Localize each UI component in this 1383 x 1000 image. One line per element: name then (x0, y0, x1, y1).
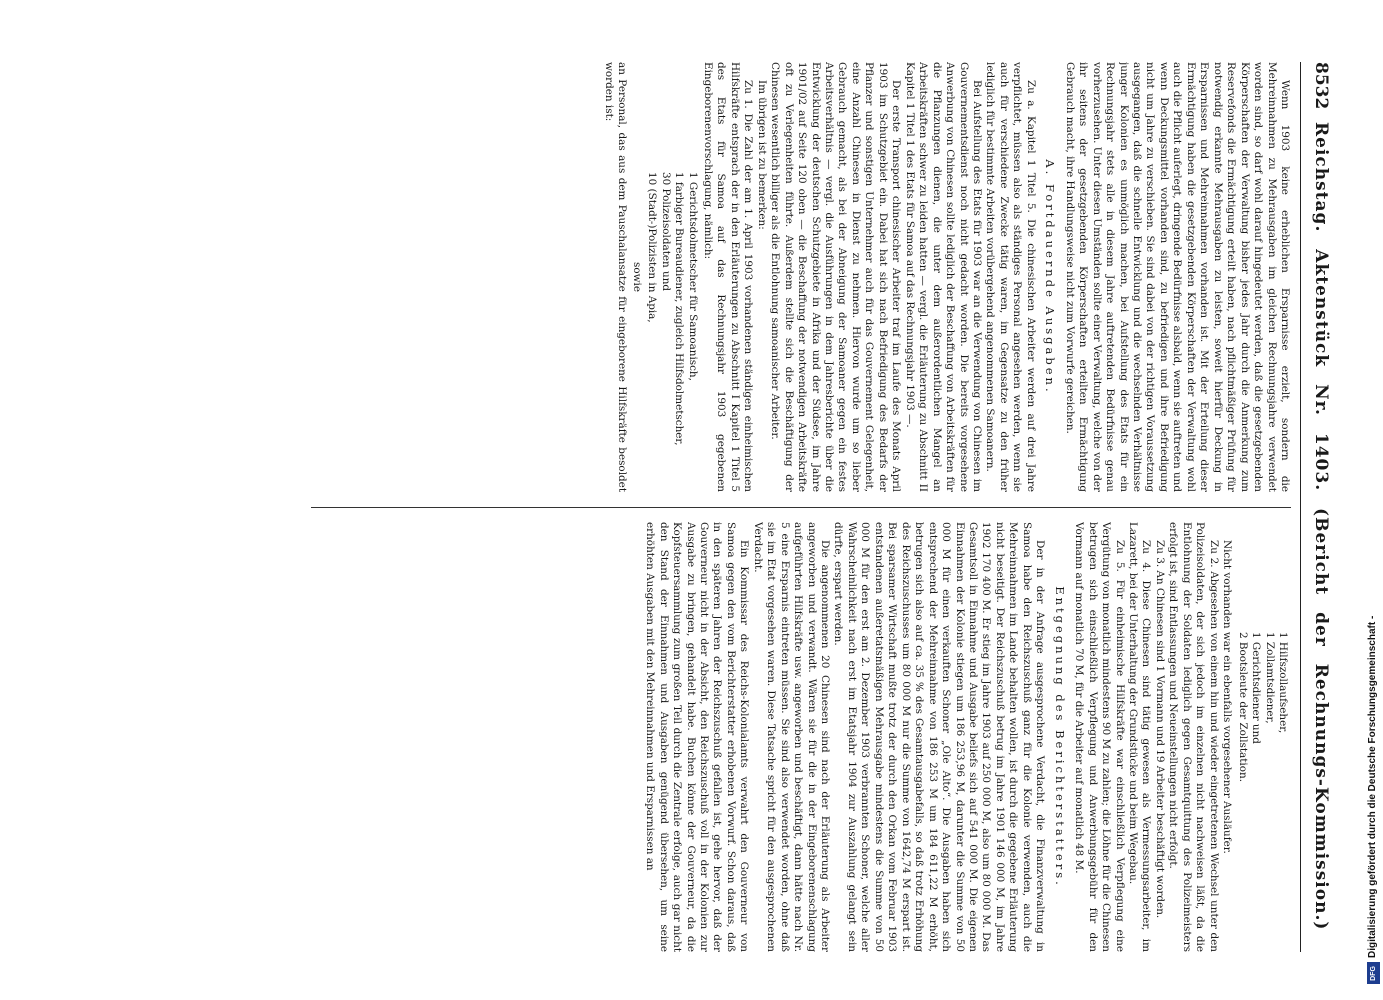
personnel-list (1235, 522, 1289, 952)
list-item: 1 Gerichtsdiener und (1250, 632, 1263, 744)
personnel-list (645, 62, 699, 492)
section-heading: A. Fortdauernde Ausgaben. (1043, 159, 1058, 395)
page-number: 8532 (1311, 62, 1331, 110)
list-item: 2 Bootsleute der Zollstation. (1236, 632, 1249, 783)
paragraph: Zu 1. Die Zahl der am 1. April 1903 vorhandenen ständigen einheimischen Hilfskräfte entsprach der in den Erläuterungen zu Abschnitt I Kapitel 1 Titel 5 des Etats für Samoa auf das Rechnungsjahr 1903 gegebenen Eingeborenenvorschlagung, nämlich: (701, 62, 755, 492)
reichstag-page (165, 62, 1335, 952)
page-header (1300, 62, 1335, 952)
digitization-credit (1367, 2, 1381, 992)
list-item: 30 Polizeisoldaten und (659, 172, 672, 292)
dfg-logo (1367, 962, 1380, 984)
paragraph: Zu a. Kapitel 1 Titel 5. Die chinesischen Arbeiter werden auf drei Jahre verpflichtet, müssen also als ständiges Personal angesehen werden, wenn sie auch für verschiedene Zwecke tätig waren, im Gegensatze zu den früher lediglich für bestimmte Arbeiten vorübergehend angenommenen Samoanern. (984, 62, 1037, 492)
paragraph: Im übrigen ist zu bemerken: (755, 80, 768, 230)
text-column-right (191, 522, 1291, 952)
paragraph: Der erste Transport chinesischer Arbeiter traf im Laufe des Monats April 1903 im Schutzgebiet ein. Dabei hat sich nach Befriedigung des Bedarfs der Pflanzer und sonstigen Unternehmer auch für das Gouvernement Gelegenheit, eine Anzahl Chinesen in Dienst zu nehmen. Hiervon wurde um so lieber Gebrauch gemacht, als bei der Abneigung der Samoaner gegen ein festes Arbeitsverhältnis — vergl. die Ausführungen in dem Jahresberichte über die Entwicklung der deutschen Schutzgebiete in Afrika und der Südsee, im Jahre 1901/02 auf Seite 120 oben — die Beschaffung der notwendigen Arbeitskräfte oft zu Verlegenheiten führte. Außerdem stellte sich die Beschäftigung der Chinesen wesentlich billiger als die Entlohnung samoanischer Arbeiter. (769, 62, 903, 492)
list-item: 1 Zollamtsdiener, (1263, 632, 1276, 724)
list-item: 10 (Stadt-)Polizisten in Apia, (646, 172, 659, 323)
paragraph: Ein Kommissar des Reichs-Kolonialamts verwahrt den Gouverneur von Samoa gegen den vom Berichterstatter erhobenen Vorwurf. Schon daraus, daß in den späteren Jahren der Reichszuschuß gefallen ist, gehe hervor, daß der Gouverneur nicht in der Absicht, den Reichszuschuß voll in der Kolonien zur Ausgabe zu bringen, gehandelt habe. Buchen könne der Gouverneur, da die Kopfsteuersammlung zum großen Teil durch die Zentrale erfolge, auch gar nicht den Stand der Einnahmen und Ausgaben genügend übersehen, um seine erhöhten Ausgaben mit den Mehreinnahmen und Ersparnissen an (644, 522, 751, 952)
paragraph: Zu 5. Für einheimische Hilfskräfte war einschließlich Verpflegung eine Vergütung von monatlich mindestens 90 M zu zahlen; die Löhne für die Chinesen betrugen sich einschließlich Verpflegung und Anwerbungsgebühr für den Vormann auf monatlich 70 M, für die Arbeiter auf monatlich 48 M. (1073, 522, 1126, 952)
paragraph: Die angenommenen 20 Chinesen sind nach der Erläuterung als Arbeiter angeworben und verwandt. Wären sie für die in der Eingeborenenschlagung aufgeführten Hilfskräfte usw. angeworben und beschäftigt, dann hätte nach Nr. 5 eine Ersparnis eintreten müssen. Sie sind also verwendet worden, ohne daß sie im Etat vorgesehen waren. Diese Tatsache spricht für den ausgesprochenen Verdacht. (751, 522, 832, 952)
credit-text: Digitalisierung gefördert durch die Deutsche Forschungsgemeinschaft - (1367, 615, 1378, 958)
connector-text: sowie (630, 262, 643, 292)
section-heading: Entgegnung des Berichterstatters. (1052, 586, 1067, 888)
paragraph: Zu 4. Diese Chinesen sind tätig gewesen als Vermessungsarbeiter, im Lazarett, bei der Unterhaltung der Grundstücke und beim Wegebau. (1127, 522, 1153, 952)
column-divider (311, 507, 1291, 508)
paragraph: Zu 2. Abgesehen von einem hin und wieder eingetretenen Wechsel unter den Polizeisoldaten, der sich jedoch im einzelnen nicht nachweisen läßt, da die Entlohnung der Soldaten lediglich gegen Gesamtquittung des Polizeimeisters erfolgt ist, sind Entlassungen und Neueinstellungen nicht erfolgt. (1167, 522, 1220, 952)
list-item: 1 Hilfszollaufseher, (1277, 632, 1289, 734)
running-title: Reichstag. Aktenstück Nr. 1403. (Bericht der Rechnungs-Kommission.) (1311, 122, 1331, 931)
list-item: 1 Gerichtsdolmetscher für Samoanisch, (686, 172, 699, 381)
paragraph: an Personal, das aus dem Pauschalansatze für eingeborene Hilfskräfte besoldet worden ist: (602, 62, 629, 492)
dfg-logo-text: DFG (1370, 965, 1377, 981)
paragraph: Wenn 1903 keine erheblichen Ersparnisse erzielt, sondern die Mehreinnahmen zu Mehrausgaben im gleichen Rechnungsjahre verwendet worden sind, so darf wohl darauf hingedeutet werden, daß die gesetzgebenden Körperschaften der Verwaltung bisher jedes Jahr durch die Anmerkung zum Reservefonds die Ermächtigung erteilt haben, nach pflichtmäßiger Prüfung für notwendig erkannte Mehrausgaben zu leisten, soweit hierfür Deckung in Ersparnissen und Mehreinnahmen vorhanden ist. Mit der Erteilung dieser Ermächtigung haben die gesetzgebenden Körperschaften der Verwaltung wohl auch die Pflicht auferlegt, dringende Bedürfnisse alsbald, wenn sie auftreten und wenn Deckungsmittel vorhanden sind, zu befriedigen und ihre Befriedigung nicht um Jahre zu verschieben. Sie sind dabei von der richtigen Voraussetzung ausgegangen, daß die schnelle Entwicklung und die wechselnden Verhältnisse junger Kolonien es unmöglich machen, bei Aufstellung des Etats für ein Rechnungsjahr stets alle in diesem Jahre auftretenden Bedürfnisse genau vorherzusehen. Unter diesen Umständen sollte einer Verwaltung, welche von der ihr seitens der gesetzgebenden Körperschaften erteilten Ermächtigung Gebrauch macht, ihre Handlungsweise nicht zum Vorwurfe gereichen. (1063, 62, 1291, 492)
paragraph: Nicht vorhanden war ein ebenfalls vorgesehener Ausläufer. (1221, 540, 1234, 854)
paragraph: Bei Aufstellung des Etats für 1903 war an die Verwendung von Chinesen im Gouvernementsdienst noch nicht gedacht worden. Die bereits vorgesehene Anwerbung von Chinesen sollte lediglich der Beschaffung von Arbeitskräften für die Pflanzungen dienen, die unter dem außerordentlichen Mangel an Arbeitskräften schwer zu leiden hatten — vergl. die Erläuterung zu Abschnitt II Kapitel 1 Titel 1 des Etats für Samoa auf das Rechnungsjahr 1903 —. (903, 62, 984, 492)
paragraph: Der in der Anfrage ausgesprochene Verdacht, die Finanzverwaltung in Samoa habe den Reichszuschuß ganz für die Kolonie verwenden, auch die Mehreinnahmen im Lande behalten wollen, ist durch die gegebene Erläuterung nicht beseitigt. Der Reichszuschuß betrug im Jahre 1901 146 000 M, im Jahre 1902 170 400 M. Er stieg im Jahre 1903 auf 250 000 M, also um 80 000 M. Das Gesamtsoll in Einnahme und Ausgabe beliefs sich auf 541 000 M. Die eigenen Einnahmen der Kolonie stiegen um 186 253,96 M, darunter die Summe von 50 000 M für einen verkauften Schoner „Ole Alto“. Die Ausgaben haben sich entsprechend der Mehreinnahme von 186 253 M um 184 611,22 M erhöht, betrugen sich also auf ca. 35 % des Gesamtausgabefalls, so daß trotz Erhöhung des Reichszuschusses um 80 000 M nur die Summe von 1642,74 M erspart ist. Bei sparsamer Wirtschaft mußte trotz der durch den Orkan vom Februar 1903 entstandenen außeretatsmäßigen Mehrausgabe mindestens die Summe von 50 000 M für den erst am 2. Dezember 1903 verbrannten Schoner, welche aller Wahrscheinlichkeit nach erst im Etatsjahr 1904 zur Auszahlung gelangt sein dürfte, erspart werden. (832, 522, 1047, 952)
text-column-left (191, 62, 1291, 492)
list-item: 1 farbiger Bureaudiener, zugleich Hilfsdolmetscher, (673, 172, 686, 446)
paragraph: Zu 3. An Chinesen sind 1 Vormann und 19 Arbeiter beschäftigt worden. (1153, 540, 1166, 919)
